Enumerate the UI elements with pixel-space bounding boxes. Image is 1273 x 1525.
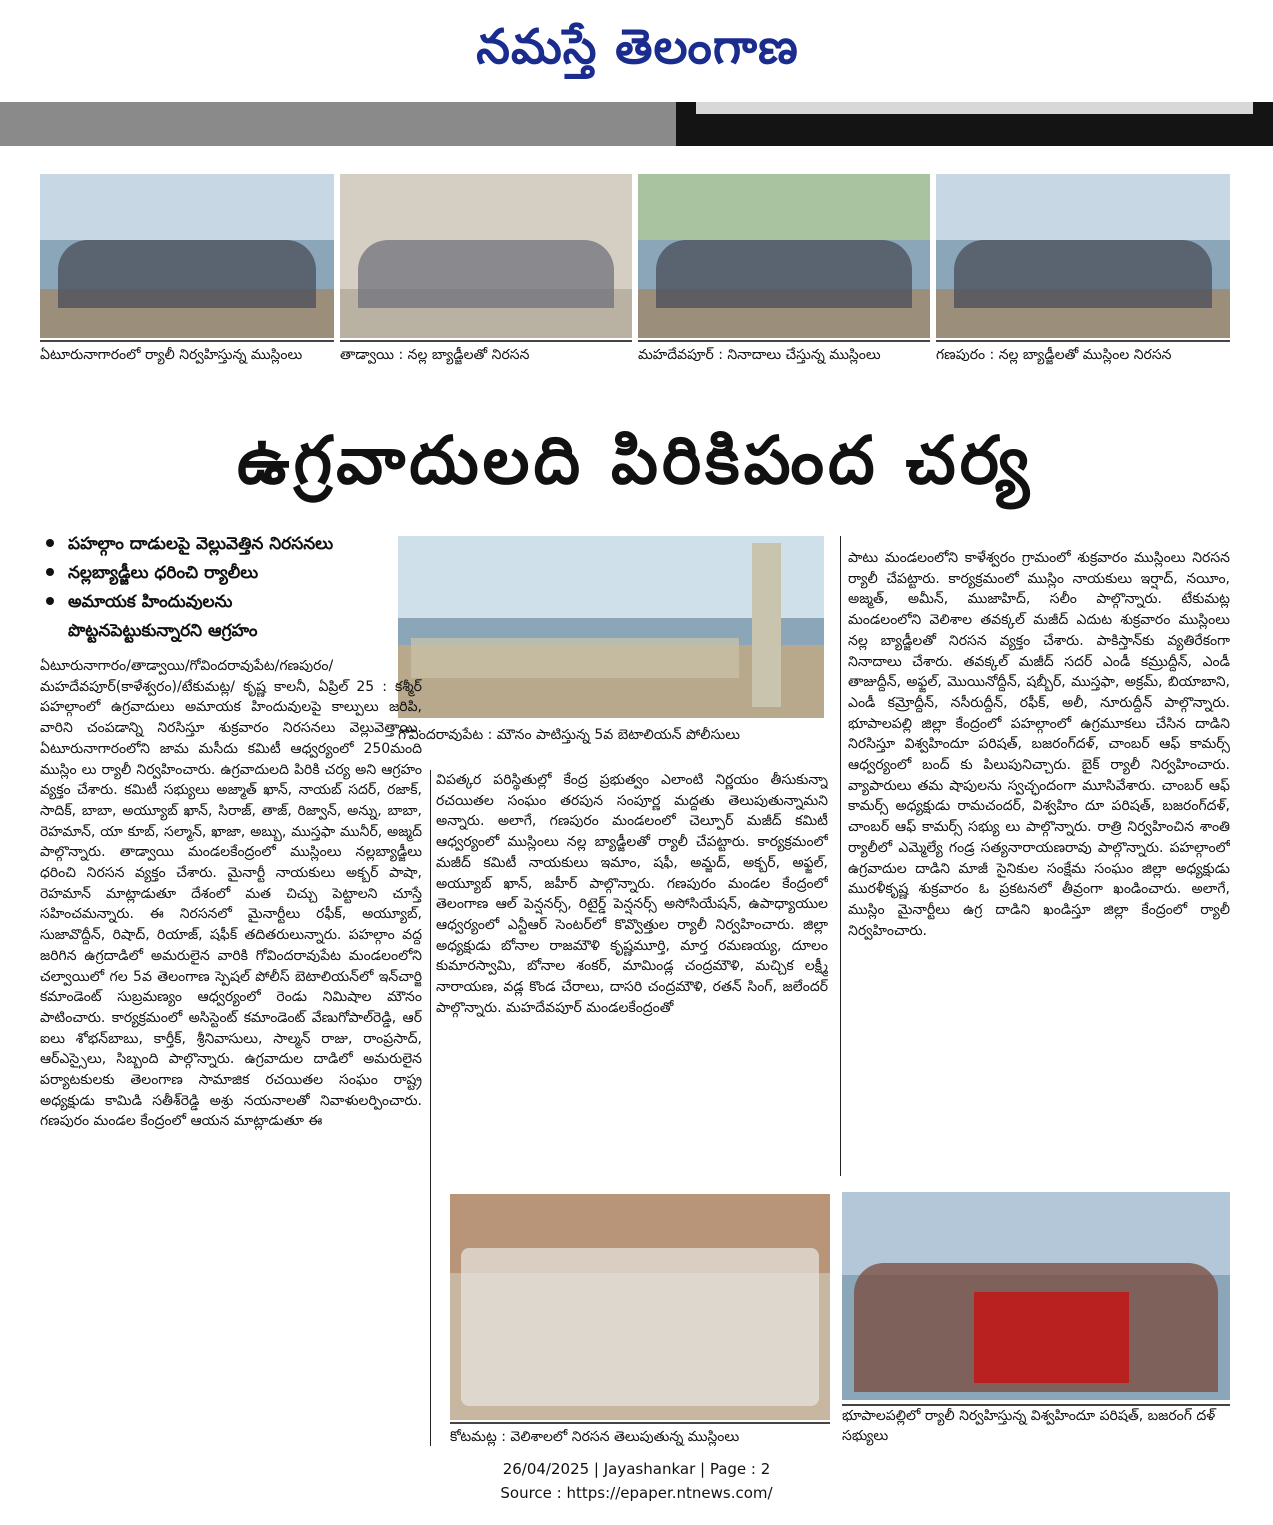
bottom-right-photo-caption: భూపాలపల్లిలో ర్యాలీ నిర్వహిస్తున్న విశ్వహిందూ పరిషత్, బజరంగ్ దళ్ సభ్యులు [842,1404,1230,1446]
headline: ఉగ్రవాదులది పిరికిపంద చర్య [236,421,1034,499]
bottom-left-photo-caption: కోటమట్ల : వెలిశాలలో నిరసన తెలుపుతున్న ముస్లింలు [450,1422,830,1450]
bottom-left-photo [450,1194,830,1420]
top-photo-caption-2: తాడ్వాయి : నల్ల బ్యాడ్జీలతో నిరసన [340,340,632,368]
police-photo [398,536,824,718]
bullet-item: అమాయక హిందువులను [40,588,396,617]
column-rule [430,770,431,1446]
top-photo-eturunagaram [40,174,334,338]
section-band-right [676,102,1273,146]
footer-source: Source : https://epaper.ntnews.com/ [500,1484,773,1502]
top-photo-mahadevpur [638,174,930,338]
masthead [0,0,1273,102]
section-band-strip [696,102,1253,114]
bottom-right-photo [842,1192,1230,1400]
bullet-item: నల్లబ్యాడ్జీలు ధరించి ర్యాలీలు [40,559,396,588]
newspaper-logo: నమస్తే తెలంగాణ [476,19,799,75]
article-column-2: విపత్కర పరిస్థితుల్లో కేంద్ర ప్రభుత్వం ఎలాంటి నిర్ణయం తీసుకున్నా రచయితల సంఘం తరపున సంపూర్ణ మద్దతు తెలుపుతున్నామని అన్నారు. అలాగే, గణపురం మండలంలో చెల్పూర్ మజీద్ కమిటీ ఆధ్వర్యంలో ముస్లింలు నల్ల బ్యాడ్జీలతో ర్యాలీ చేపట్టారు. కార్యక్రమంలో మజీద్ కమిటీ నాయకులు ఇమాం, షఫీ, అమ్జద్, అక్బర్, అఫ్జల్, అయ్యూబ్ ఖాన్, జహీర్ పాల్గొన్నారు. గణపురం మండల కేంద్రంలో తెలంగాణ ఆల్ పెన్షనర్స్, రిటైర్డ్ పెన్షనర్స్ అసోసియేషన్, ఉపాధ్యాయుల ఆధ్వర్యంలో ఎన్టీఆర్ సెంటర్‌లో కొవ్వొత్తుల ర్యాలీ నిర్వహించారు. జిల్లా అధ్యక్షుడు బోనాల రాజమౌళి కృష్ణమూర్తి, మార్త రమణయ్య, దూలం కుమారస్వామి, బోనాల శంకర్, మామిండ్ల చంద్రమౌళి, మచ్చిక లక్ష్మీ నారాయణ, వడ్ల కొండ చేరాలు, దాసరి చంద్రమౌళి, రతన్ సింగ్, జలేందర్ పాల్గొన్నారు. మహదేవపూర్ మండలకేంద్రంతో [436,772,828,1016]
top-photo-caption-4: గణపురం : నల్ల బ్యాడ్జీలతో ముస్లింల నిరసన [936,340,1230,368]
top-photo-caption-3: మహదేవపూర్ : నినాదాలు చేస్తున్న ముస్లింలు [638,340,930,368]
top-photo-caption-1: ఏటూరునాగారంలో ర్యాలీ నిర్వహిస్తున్న ముస్లింలు [40,340,334,368]
article-column-3: పాటు మండలంలోని కాళేశ్వరం గ్రామంలో శుక్రవారం ముస్లింలు నిరసన ర్యాలీ చేపట్టారు. కార్యక్రమంలో ముస్లిం నాయకులు ఇర్షాద్, నయీం, అజ్మత్, అమీన్, ముజాహిద్, సలీం పాల్గొన్నారు. టేకుమట్ల మండలంలోని వెలిశాల తవక్కల్ మజీద్ ఎదుట శుక్రవారం ముస్లింలు నల్ల బ్యాడ్జీలతో నిరసన వ్యక్తం చేశారు. పాకిస్తాన్‌కు వ్యతిరేకంగా నినాదాలు చేశారు. తవక్కల్ మజీద్ సదర్ ఎండీ కమ్రుద్దీన్, ఎండీ తాజుద్దీన్, అఫ్జల్, మొయినోద్దీన్, షబ్బీర్, ముస్తఫా, అక్రమ్, బియాబాని, ఎండీ కమ్రోద్దీన్, నసీరుద్దీన్, రఫీక్, అలీ, నూరుద్దీన్ పాల్గొన్నారు. భూపాలపల్లి జిల్లా కేంద్రంలో పహల్గాంలో ఉగ్రమూకలు చేసిన దాడిని నిరసిస్తూ విశ్వహిందూ పరిషత్, బజరంగ్‌దళ్, చాంబర్ ఆఫ్ కామర్స్ ఆధ్వర్యంలో బంద్ కు పిలుపునిచ్చారు. బైక్ ర్యాలీ నిర్వహించారు. వ్యాపారులు తమ షాపులను స్వచ్ఛందంగా మూసివేశారు. చాంబర్ ఆఫ్ కామర్స్ అధ్యక్షుడు రామచందర్, విశ్వహిం దూ పరిషత్, బజరంగ్‌దళ్, చాంబర్ ఆఫ్ కామర్స్ సభ్యు లు పాల్గొన్నారు. రాత్రి నిర్వహించిన శాంతి ర్యాలీలో ఎమ్మెల్యే గండ్ర సత్యనారాయణరావు పాల్గొన్నారు. పహల్గాంలో ఉగ్రవాదుల దాడిని మాజీ సైనికుల సంక్షేమ సంఘం జిల్లా అధ్యక్షుడు మురళీకృష్ణ శుక్రవారం ఓ ప్రకటనలో తీవ్రంగా ఖండించారు. అలాగే, ముస్లిం మైనార్టీలు ఉగ్ర దాడిని ఖండిస్తూ జిల్లా కేంద్రంలో ర్యాలీ నిర్వహించారు. [848,550,1230,939]
police-photo-caption: గోవిందరావుపేట : మౌనం పాటిస్తున్న 5వ బెటాలియన్ పోలీసులు [398,727,741,743]
bullet-list [40,530,396,646]
top-photo-tadvai [340,174,632,338]
bullet-item: పొట్టనపెట్టుకున్నారని ఆగ్రహం [40,617,396,646]
column-rule [840,536,841,1176]
top-photo-ganapuram [936,174,1230,338]
bullet-item: పహల్గాం దాడులపై వెల్లువెత్తిన నిరసనలు [40,530,396,559]
article-column-1: ఏటూరునాగారం/తాడ్వాయి/గోవిందరావుపేట/గణపురం/మహదేవపూర్(కాళేశ్వరం)/టేకుమట్ల/ కృష్ణ కాలనీ, ఏప్రిల్ 25 : కశ్మీర్ పహల్గాంలో ఉగ్రవాదులు అమాయక హిందువులపై కాల్పులు జరిపి, వారిని చంపడాన్ని నిరసిస్తూ శుక్రవారం నిరసనలు వెల్లువెత్తాయి. ఏటూరునాగారంలోని జామ మసీదు కమిటీ ఆధ్వర్యంలో 250మంది ముస్లిం లు ర్యాలీ నిర్వహించారు. ఉగ్రవాదులది పిరికి చర్య అని ఆగ్రహం వ్యక్తం చేశారు. కమిటీ సభ్యులు అజ్మాత్ ఖాన్, నాయబ్ సదర్, రజాక్, సాదిక్, బాబా, అయ్యూబ్ ఖాన్, సిరాజ్, తాజ్, రిజ్వాన్, అన్ను, బాబా, రెహమాన్, యా కూబ్, సల్మాన్, ఖాజా, అబ్బు, ముస్తఫా మునీర్, అజ్మద్ పాల్గొన్నారు. తాడ్వాయి మండలకేంద్రంలో ముస్లింలు నల్లబ్యాడ్జీలు ధరించి నిరసన వ్యక్తం చేశారు. మైనార్టీ నాయకులు అక్బర్ పాషా, రెహమాన్ మాట్లాడుతూ దేశంలో మత చిచ్చు పెట్టాలని చూస్తే సహించమన్నారు. ఈ నిరసనలో మైనార్టీలు రఫీక్, అయ్యూబ్, సుజావొద్దీన్, రిషాద్, రియాజ్, షఫీక్ తదితరులున్నారు. పహల్గాం వద్ద జరిగిన ఉగ్రదాడిలో అమరులైన వారికి గోవిందరావుపేట మండలంలోని చల్వాయిలో గల 5వ తెలంగాణ స్పెషల్ పోలీస్ బెటాలియన్‌లో ఇన్‌చార్జి కమాండెంట్ సుబ్రమణ్యం ఆధ్వర్యంలో రెండు నిమిషాల మౌనం పాటించారు. కార్యక్రమంలో అసిస్టెంట్ కమాండెంట్ వేణుగోపాల్‌రెడ్డి, ఆర్ ఐలు శోభన్‌బాబు, కార్తీక్, శ్రీనివాసులు, సాల్మన్ రాజు, రాంప్రసాద్, ఆర్‌ఎస్సైలు, సిబ్బంది పాల్గొన్నారు. ఉగ్రవాదుల దాడిలో అమరులైన పర్యాటకులకు తెలంగాణ సామాజిక రచయితల సంఘం రాష్ట్ర అధ్యక్షుడు కామిడి సతీశ్‌రెడ్డి అశ్రు నయనాలతో నివాళులర్పించారు. గణపురం మండల కేంద్రంలో ఆయన మాట్లాడుతూ ఈ [40,658,422,1130]
page-footer [0,1457,1273,1505]
footer-date-edition: 26/04/2025 | Jayashankar | Page : 2 [502,1460,771,1478]
section-band-left [0,102,676,146]
